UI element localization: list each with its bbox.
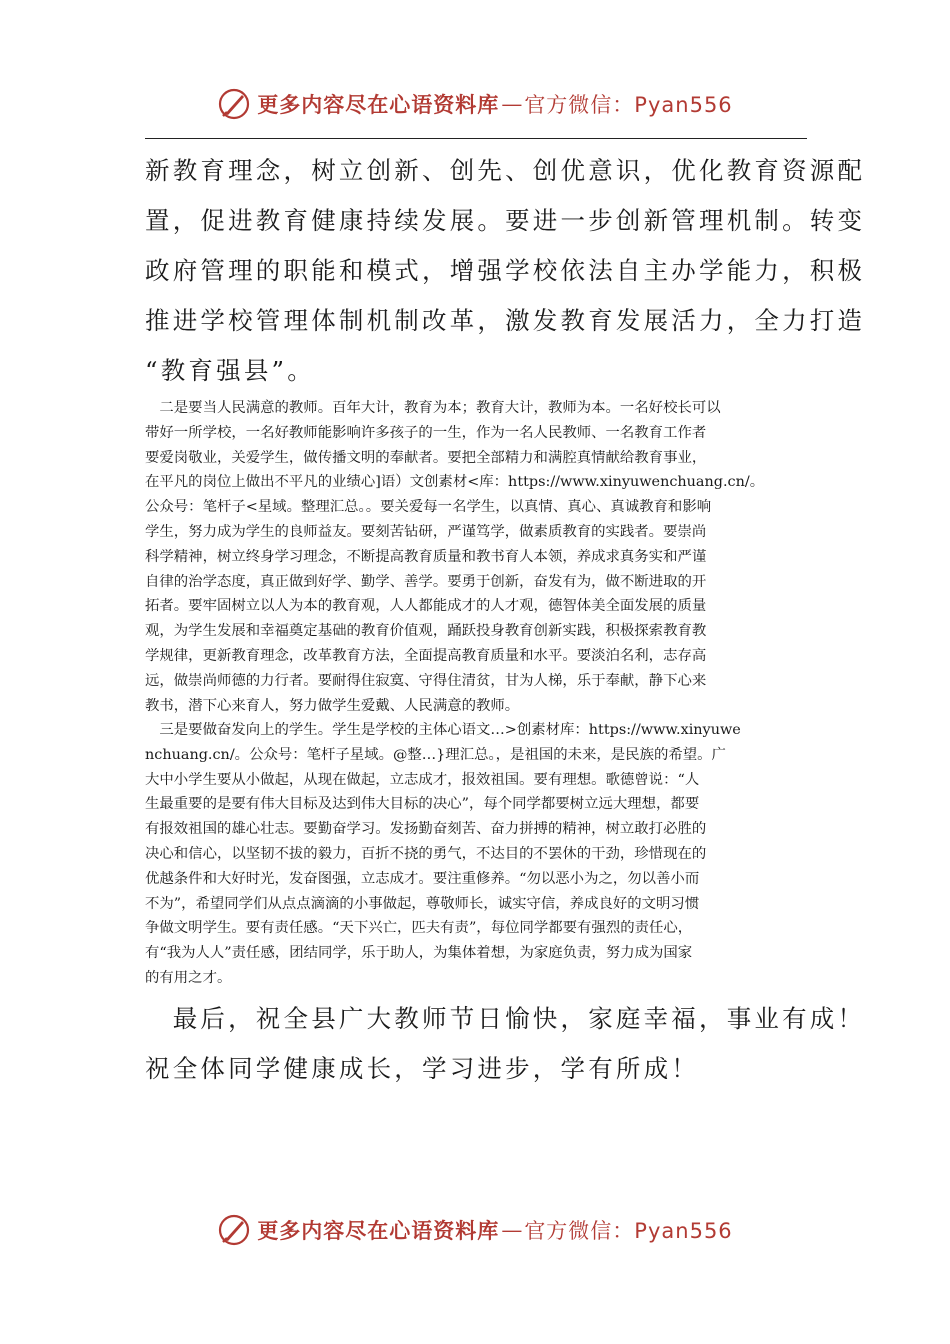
text-line: 优越条件和大好时光，发奋图强，立志成才。要注重修养。“勿以恶小为之，勿以善小而 (145, 870, 700, 887)
brand-name: 更多内容尽在心语资料库 (257, 1218, 500, 1243)
text-line: 学规律，更新教育理念，改革教育方法，全面提高教育质量和水平。要淡泊名利，志存高 (145, 647, 707, 664)
text-line: 拓者。要牢固树立以人为本的教育观，人人都能成才的人才观，德智体美全面发展的质量 (145, 598, 707, 615)
text-line: 学生，努力成为学生的良师益友。要刻苦钻研，严谨笃学，做素质教育的实践者。要崇尚 (145, 523, 707, 540)
text-line: 政府管理的职能和模式，增强学校依法自主办学能力，积极 (145, 256, 866, 285)
page-header-watermark (0, 84, 950, 124)
text-line: 公众号：笔杆子<星域。整理汇总。。要关爱每一名学生，以真情、真心、真诚教育和影响 (145, 499, 712, 516)
text-line: 远，做崇尚师德的力行者。要耐得住寂寞、守得住清贫，甘为人梯，乐于奉献，静下心来 (145, 672, 707, 689)
paragraph-teachers (145, 396, 807, 718)
text-line: 二是要当人民满意的教师。百年大计，教育为本；教育大计，教师为本。一名好校长可以 (145, 400, 721, 416)
text-line: 要爱岗敬业，关爱学生，做传播文明的奉献者。要把全部精力和满腔真情献给教育事业， (145, 449, 707, 466)
text-line: 在平凡的岗位上做出不平凡的业绩心]语）文创素材<库：https://www.xinyuwenchuang.cn/。 (145, 474, 765, 491)
quill-logo-icon (217, 87, 251, 121)
text-line: 置，促进教育健康持续发展。要进一步创新管理机制。转变 (145, 206, 866, 235)
brand-dash: — (501, 1218, 523, 1242)
text-line: 不为”，希望同学们从点点滴滴的小事做起，尊敬师长，诚实守信，养成良好的文明习惯 (145, 895, 700, 912)
text-line: 有“我为人人”责任感，团结同学，乐于助人，为集体着想，为家庭负责，努力成为国家 (145, 945, 693, 962)
text-line: 自律的治学态度，真正做到好学、勤学、善学。要勇于创新，奋发有为，做不断进取的开 (145, 573, 707, 590)
text-line: 大中小学生要从小做起，从现在做起，立志成才，报效祖国。要有理想。歌德曾说：“人 (145, 771, 700, 788)
brand-dash: — (501, 92, 523, 116)
text-line: 新教育理念，树立创新、创先、创优意识，优化教育资源配 (145, 156, 866, 185)
brand-name: 更多内容尽在心语资料库 (257, 92, 500, 117)
header-divider (145, 138, 807, 139)
text-line: nchuang.cn/。公众号：笔杆子星域。@整…}理汇总。，是祖国的未来，是民族的希望。广 (145, 746, 726, 763)
text-line: 推进学校管理体制机制改革，激发教育发展活力，全力打造 (145, 306, 866, 335)
text-line: 最后，祝全县广大教师节日愉快，家庭幸福，事业有成！ (145, 1004, 866, 1033)
paragraph-intro (145, 146, 866, 396)
text-line: 决心和信心，以坚韧不拔的毅力，百折不挠的勇气，不达目的不罢休的干劲，珍惜现在的 (145, 845, 707, 862)
text-line: 科学精神，树立终身学习理念，不断提高教育质量和教书育人本领，养成求真务实和严谨 (145, 548, 707, 565)
paragraph-closing (145, 994, 866, 1094)
text-line: 争做文明学生。要有责任感。“天下兴亡，匹夫有责”，每位同学都要有强烈的责任心， (145, 920, 693, 937)
brand-wechat: 官方微信：Pyan556 (524, 93, 733, 117)
text-line: 祝全体同学健康成长，学习进步，学有所成！ (145, 1054, 699, 1083)
brand-wechat: 官方微信：Pyan556 (524, 1219, 733, 1243)
text-line: 的有用之才。 (145, 969, 232, 986)
paragraph-students (145, 718, 807, 991)
text-line: 三是要做奋发向上的学生。学生是学校的主体心语文…>创素材库：https://www.xinyuwe (145, 722, 741, 738)
text-line: 生最重要的是要有伟大目标及达到伟大目标的决心”，每个同学都要树立远大理想，都要 (145, 796, 700, 813)
text-line: 带好一所学校，一名好教师能影响许多孩子的一生，作为一名人民教师、一名教育工作者 (145, 424, 707, 441)
quill-logo-icon (217, 1213, 251, 1247)
text-line: “教育强县”。 (145, 356, 315, 385)
text-line: 有报效祖国的雄心壮志。要勤奋学习。发扬勤奋刻苦、奋力拼搏的精神，树立敢打必胜的 (145, 821, 707, 838)
text-line: 教书，潜下心来育人，努力做学生爱戴、人民满意的教师。 (145, 697, 520, 714)
page-footer-watermark (0, 1210, 950, 1250)
text-line: 观，为学生发展和幸福奠定基础的教育价值观，踊跃投身教育创新实践，积极探索教育教 (145, 623, 707, 640)
